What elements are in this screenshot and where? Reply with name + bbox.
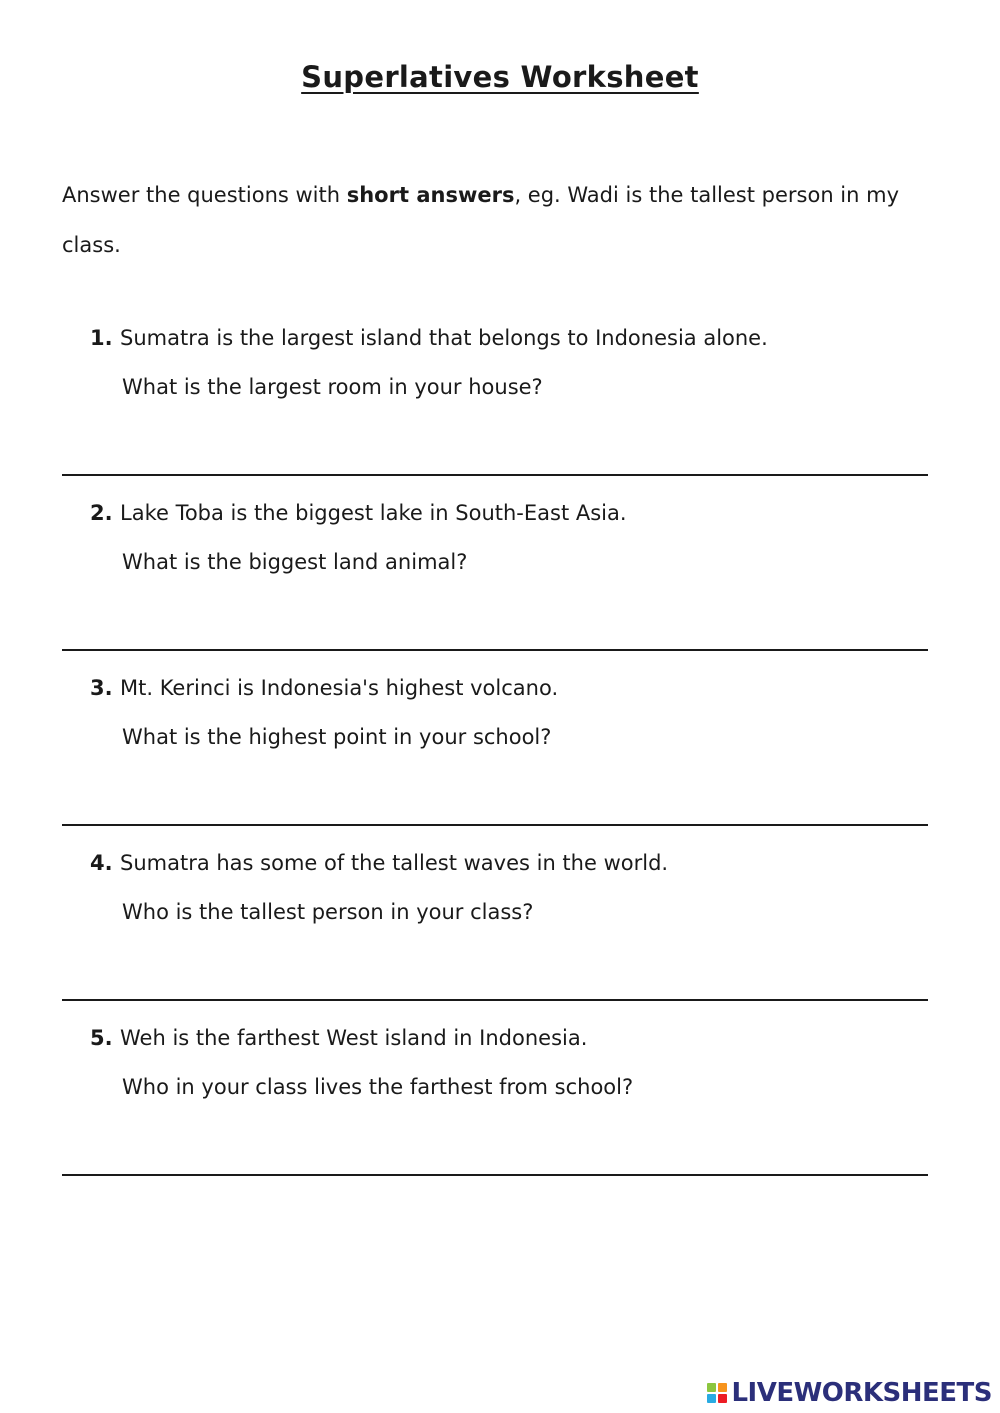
question-5-statement: Weh is the farthest West island in Indonesia. (120, 1026, 588, 1050)
answer-field-4[interactable] (62, 975, 928, 1001)
question-5-prompt: Who in your class lives the farthest from school? (122, 1075, 634, 1099)
question-1-prompt: What is the largest room in your house? (122, 375, 543, 399)
question-2-prompt: What is the biggest land animal? (122, 550, 468, 574)
logo-icon-square-1 (707, 1383, 716, 1392)
logo-icon-square-3 (707, 1394, 716, 1403)
answer-field-5[interactable] (62, 1150, 928, 1176)
logo-text: LIVEWORKSHEETS (731, 1378, 992, 1408)
question-2-statement-line (90, 498, 627, 528)
question-1-statement-line (90, 323, 768, 353)
question-3-statement-line (90, 673, 558, 703)
answer-field-3[interactable] (62, 800, 928, 826)
question-5 (90, 1023, 950, 1133)
question-3 (90, 673, 950, 783)
question-5-number: 5. (90, 1026, 113, 1050)
liveworksheets-logo (707, 1379, 992, 1407)
logo-icon-square-2 (718, 1383, 727, 1392)
question-5-statement-line (90, 1023, 587, 1053)
question-1 (90, 323, 950, 433)
liveworksheets-grid-icon (707, 1383, 727, 1403)
instructions-text-start: Answer the questions with (62, 183, 347, 207)
question-4 (90, 848, 950, 958)
logo-icon-square-4 (718, 1394, 727, 1403)
question-3-prompt: What is the highest point in your school? (122, 725, 552, 749)
answer-field-2[interactable] (62, 625, 928, 651)
question-2-number: 2. (90, 501, 113, 525)
instructions-text-end: , eg. Wadi is the tallest person in my class. (62, 183, 900, 257)
question-4-number: 4. (90, 851, 113, 875)
question-3-number: 3. (90, 676, 113, 700)
page-title: Superlatives Worksheet (301, 60, 699, 94)
question-1-number: 1. (90, 326, 113, 350)
instructions-bold-text: short answers (346, 183, 515, 207)
question-4-prompt: Who is the tallest person in your class? (122, 900, 534, 924)
question-1-statement: Sumatra is the largest island that belongs to Indonesia alone. (120, 326, 768, 350)
question-4-statement: Sumatra has some of the tallest waves in the world. (120, 851, 669, 875)
question-2-statement: Lake Toba is the biggest lake in South-East Asia. (120, 501, 627, 525)
question-3-statement: Mt. Kerinci is Indonesia's highest volcano. (120, 676, 559, 700)
question-4-statement-line (90, 848, 668, 878)
question-2 (90, 498, 950, 608)
answer-field-1[interactable] (62, 450, 928, 476)
instructions (62, 170, 942, 270)
